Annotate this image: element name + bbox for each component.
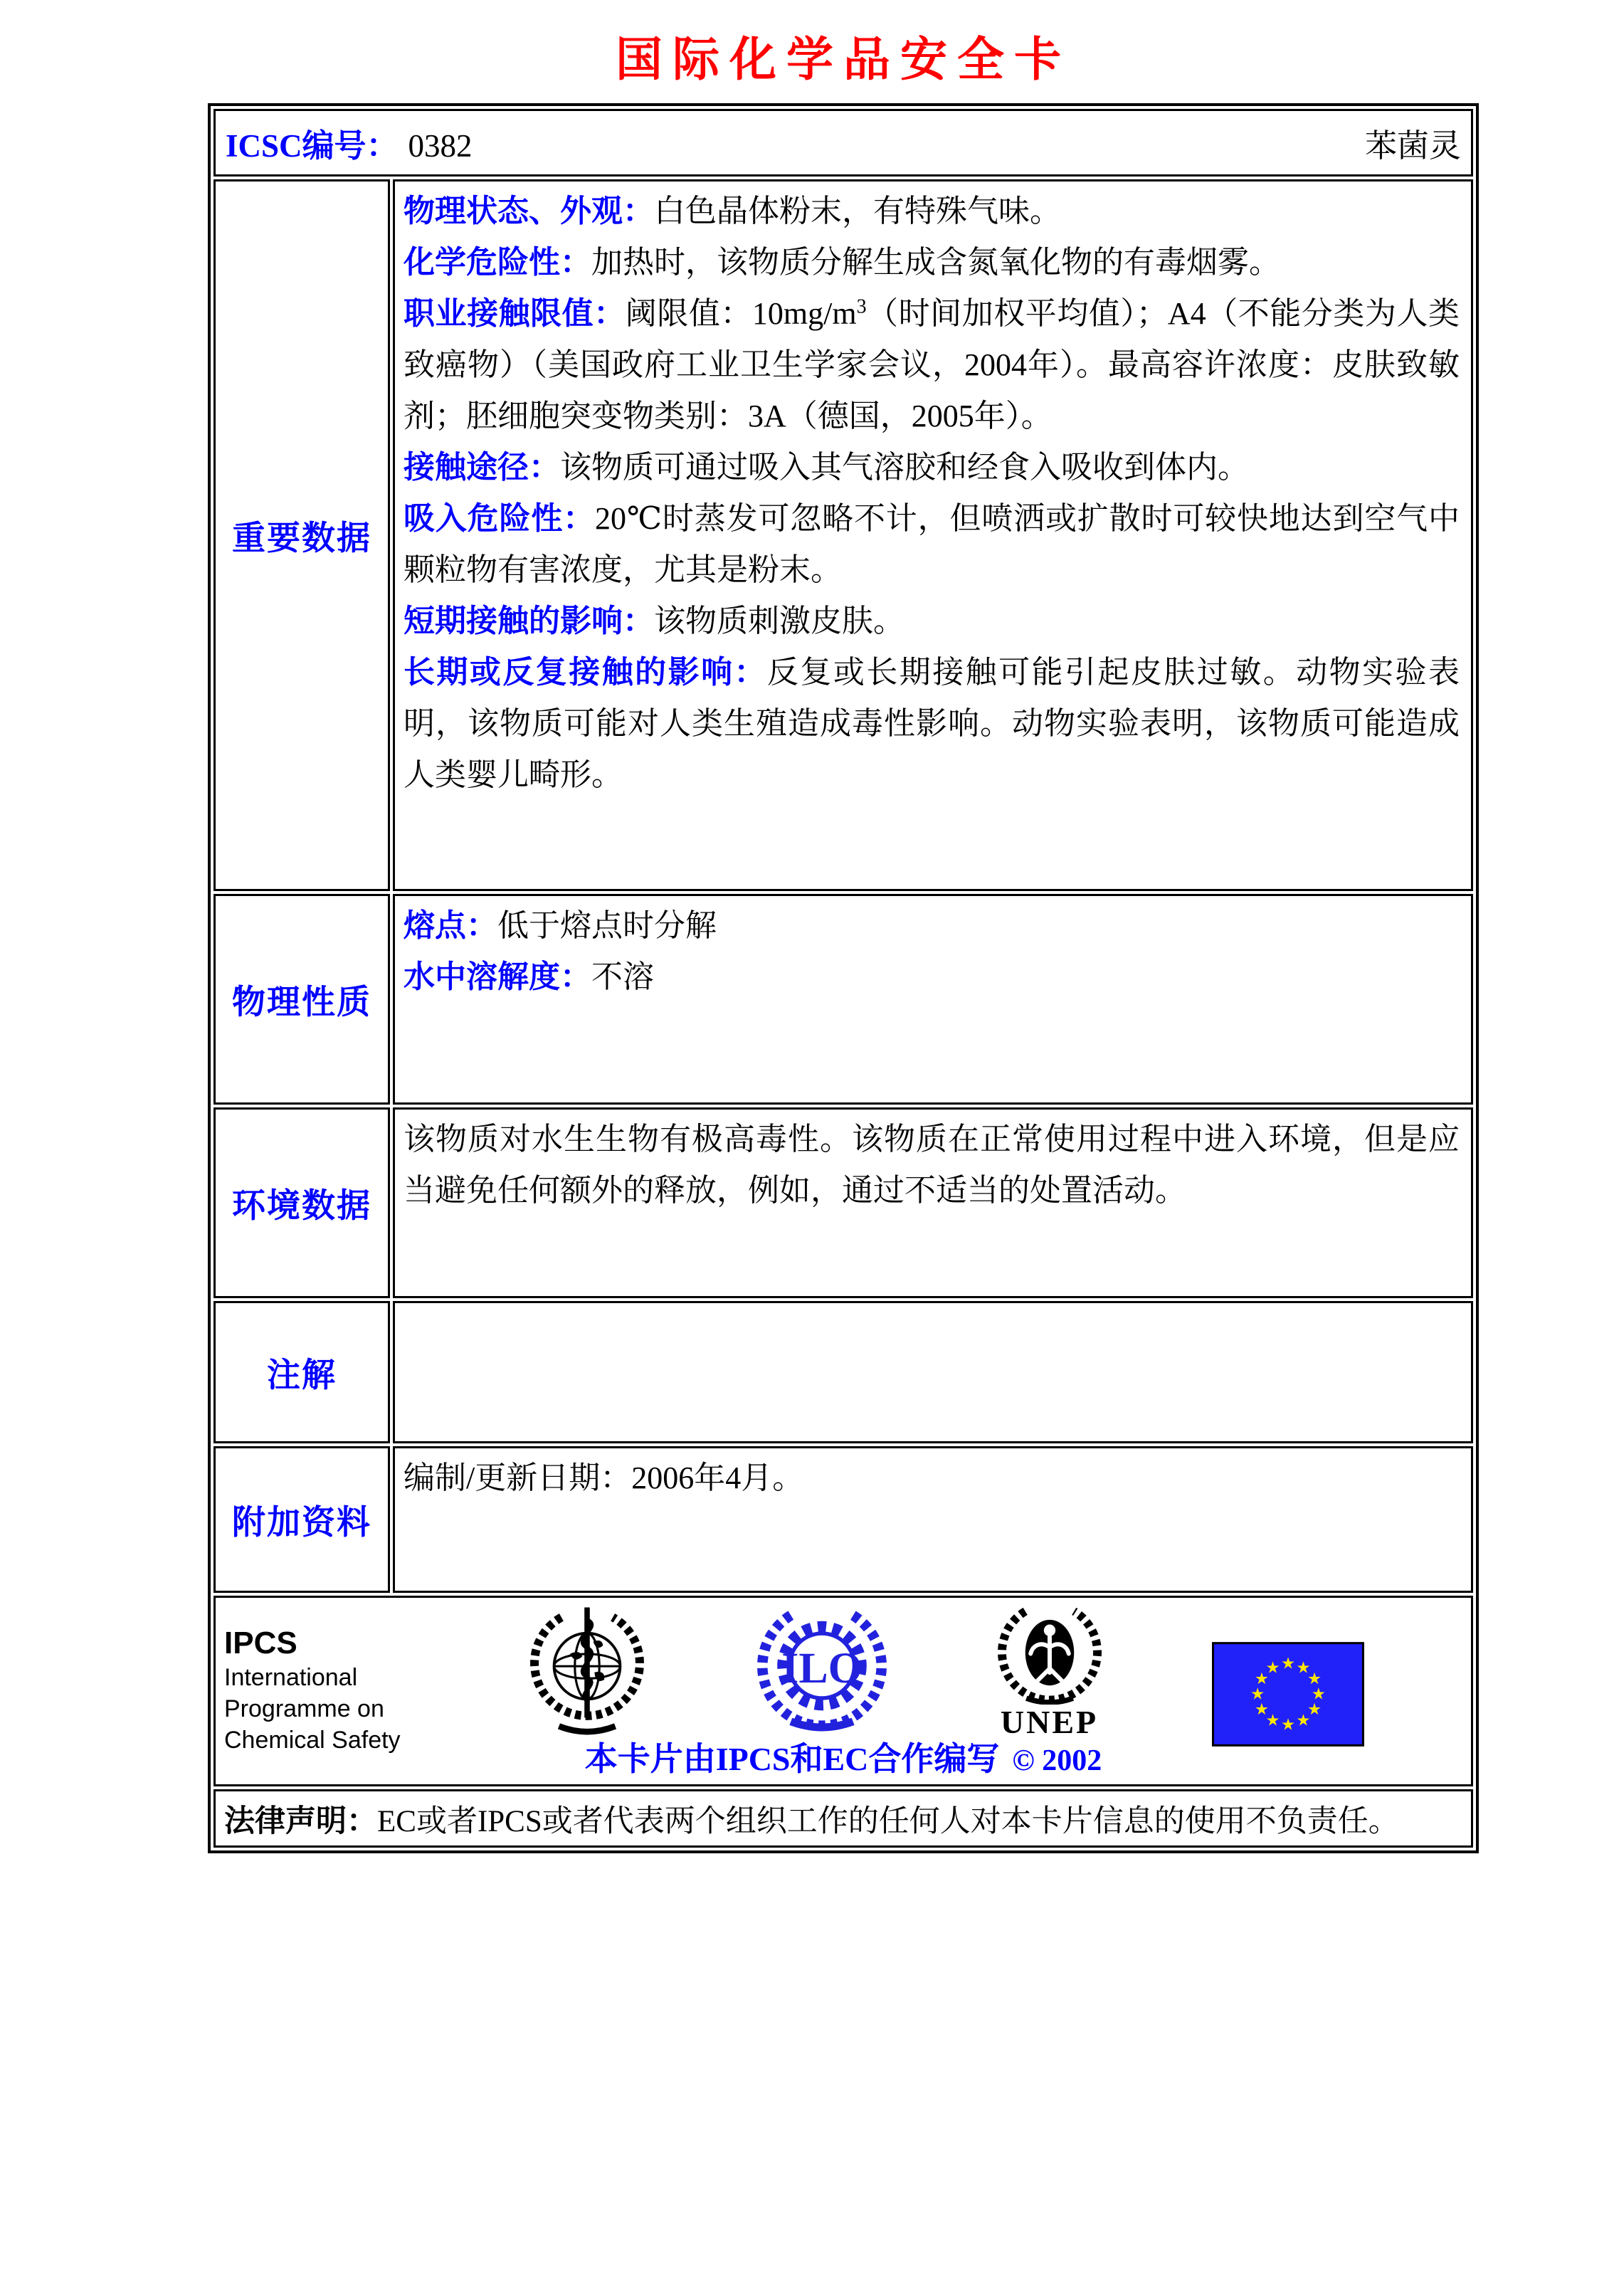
important-data-content [393,179,1473,891]
notes-content [393,1301,1473,1443]
item-exposure-routes [404,442,1460,493]
who-logo-icon [526,1605,648,1737]
ipcs-acronym: IPCS [224,1626,297,1660]
field-value: 该物质可通过吸入其气溶胶和经食入吸收到体内。 [560,450,1249,485]
cooperation-caption-text: 本卡片由IPCS和EC合作编写 [584,1741,1000,1777]
field-label: 化学危险性： [404,245,591,280]
icsc-number-label: ICSC编号： [226,128,399,164]
field-value: 该物质刺激皮肤。 [654,604,904,638]
cooperation-caption [216,1733,1471,1780]
logos-row [213,1596,1473,1786]
section-label-notes: 注解 [213,1301,390,1443]
field-label: 熔点： [404,908,497,943]
additional-info-text: 编制/更新日期：2006年4月。 [404,1460,804,1495]
icsc-number-value: 0382 [408,128,473,164]
ipcs-line-1: International [224,1664,358,1691]
additional-info-row [213,1446,1473,1593]
page-title: 国际化学品安全卡 [616,34,1071,86]
field-label: 职业接触限值： [404,296,626,331]
svg-text:★: ★ [1307,1670,1322,1689]
eu-flag-svg [1212,1642,1364,1747]
field-value: 低于熔点时分解 [497,908,717,943]
section-label-additional-info: 附加资料 [213,1446,390,1593]
section-label-environmental-data: 环境数据 [213,1107,390,1298]
svg-text:★: ★ [1265,1711,1280,1730]
field-value-pre: 阈限值：10mg/m [625,296,857,331]
icsc-number-group [226,120,473,166]
field-value: 加热时，该物质分解生成含氮氧化物的有毒烟雾。 [591,245,1280,280]
item-occupational-exposure-limit [404,288,1460,442]
svg-text:★: ★ [1254,1670,1269,1689]
legal-notice-label: 法律声明： [224,1804,377,1838]
svg-text:★: ★ [1311,1685,1326,1704]
svg-text:★: ★ [1254,1700,1269,1719]
physical-properties-content [393,894,1473,1105]
legal-row [213,1789,1473,1848]
field-value: 不溶 [591,959,654,994]
field-label: 接触途径： [404,450,560,485]
legal-notice-text: EC或者IPCS或者代表两个组织工作的任何人对本卡片信息的使用不负责任。 [377,1804,1399,1838]
environmental-data-row [213,1107,1473,1298]
item-inhalation-risk [404,493,1460,596]
section-label-physical-properties: 物理性质 [213,894,390,1105]
ilo-monogram: ILO [781,1644,863,1693]
unep-logo-icon [996,1605,1103,1739]
additional-info-content [393,1446,1473,1593]
field-label: 水中溶解度： [404,959,591,994]
svg-text:★: ★ [1280,1715,1296,1734]
chemical-name: 苯菌灵 [1364,128,1461,164]
item-long-term-effects [404,647,1460,801]
field-label: 短期接触的影响： [404,604,654,638]
logos-cell [213,1596,1473,1786]
field-label: 物理状态、外观： [404,194,654,228]
field-value: 20℃时蒸发可忽略不计，但喷洒或扩散时可较快地达到空气中颗粒物有害浓度，尤其是粉末。 [404,501,1460,587]
item-chemical-danger [404,237,1460,288]
field-label: 长期或反复接触的影响： [404,655,767,690]
section-label-important-data: 重要数据 [213,179,390,891]
item-melting-point [404,900,1460,952]
who-logo-svg [526,1605,648,1737]
notes-row [213,1301,1473,1443]
unep-wordmark: UNEP [1000,1704,1099,1740]
field-value-post: （时间加权平均值）；A4（不能分类为人类致癌物）（美国政府工业卫生学家会议，2004年）。最高容许浓度：皮肤致敏剂；胚细胞突变物类别：3A（德国，2005年）。 [404,296,1460,433]
ipcs-line-3: Chemical Safety [224,1727,401,1754]
icsc-card-table [208,103,1479,1853]
svg-text:★: ★ [1296,1658,1311,1678]
copyright-text: © 2002 [1012,1744,1102,1777]
superscript-3: 3 [856,295,867,318]
item-water-solubility [404,952,1460,1003]
ipcs-line-2: Programme on [224,1695,384,1722]
svg-text:★: ★ [1250,1685,1265,1704]
header-cell [213,109,1473,177]
ilo-logo-icon [757,1605,887,1734]
ilo-logo-svg [757,1605,887,1734]
svg-text:★: ★ [1307,1700,1322,1719]
field-label: 吸入危险性： [404,501,596,536]
unep-logo-svg [996,1605,1103,1705]
item-short-term-effects [404,596,1460,647]
legal-cell [213,1789,1473,1848]
header-row [213,109,1473,177]
field-value: 反复或长期接触可能引起皮肤过敏。动物实验表明，该物质可能对人类生殖造成毒性影响。动物实验表明，该物质可能造成人类婴儿畸形。 [404,655,1460,792]
field-value: 白色晶体粉末，有特殊气味。 [654,194,1061,228]
item-physical-state [404,186,1460,237]
svg-text:★: ★ [1280,1654,1296,1673]
environmental-data-text: 该物质对水生生物有极高毒性。该物质在正常使用过程中进入环境，但是应当避免任何额外的释放，例如，通过不适当的处置活动。 [404,1122,1460,1208]
important-data-row [213,179,1473,891]
environmental-data-content [393,1107,1473,1298]
svg-text:★: ★ [1265,1658,1280,1678]
svg-text:★: ★ [1296,1711,1311,1730]
physical-properties-row [213,894,1473,1105]
